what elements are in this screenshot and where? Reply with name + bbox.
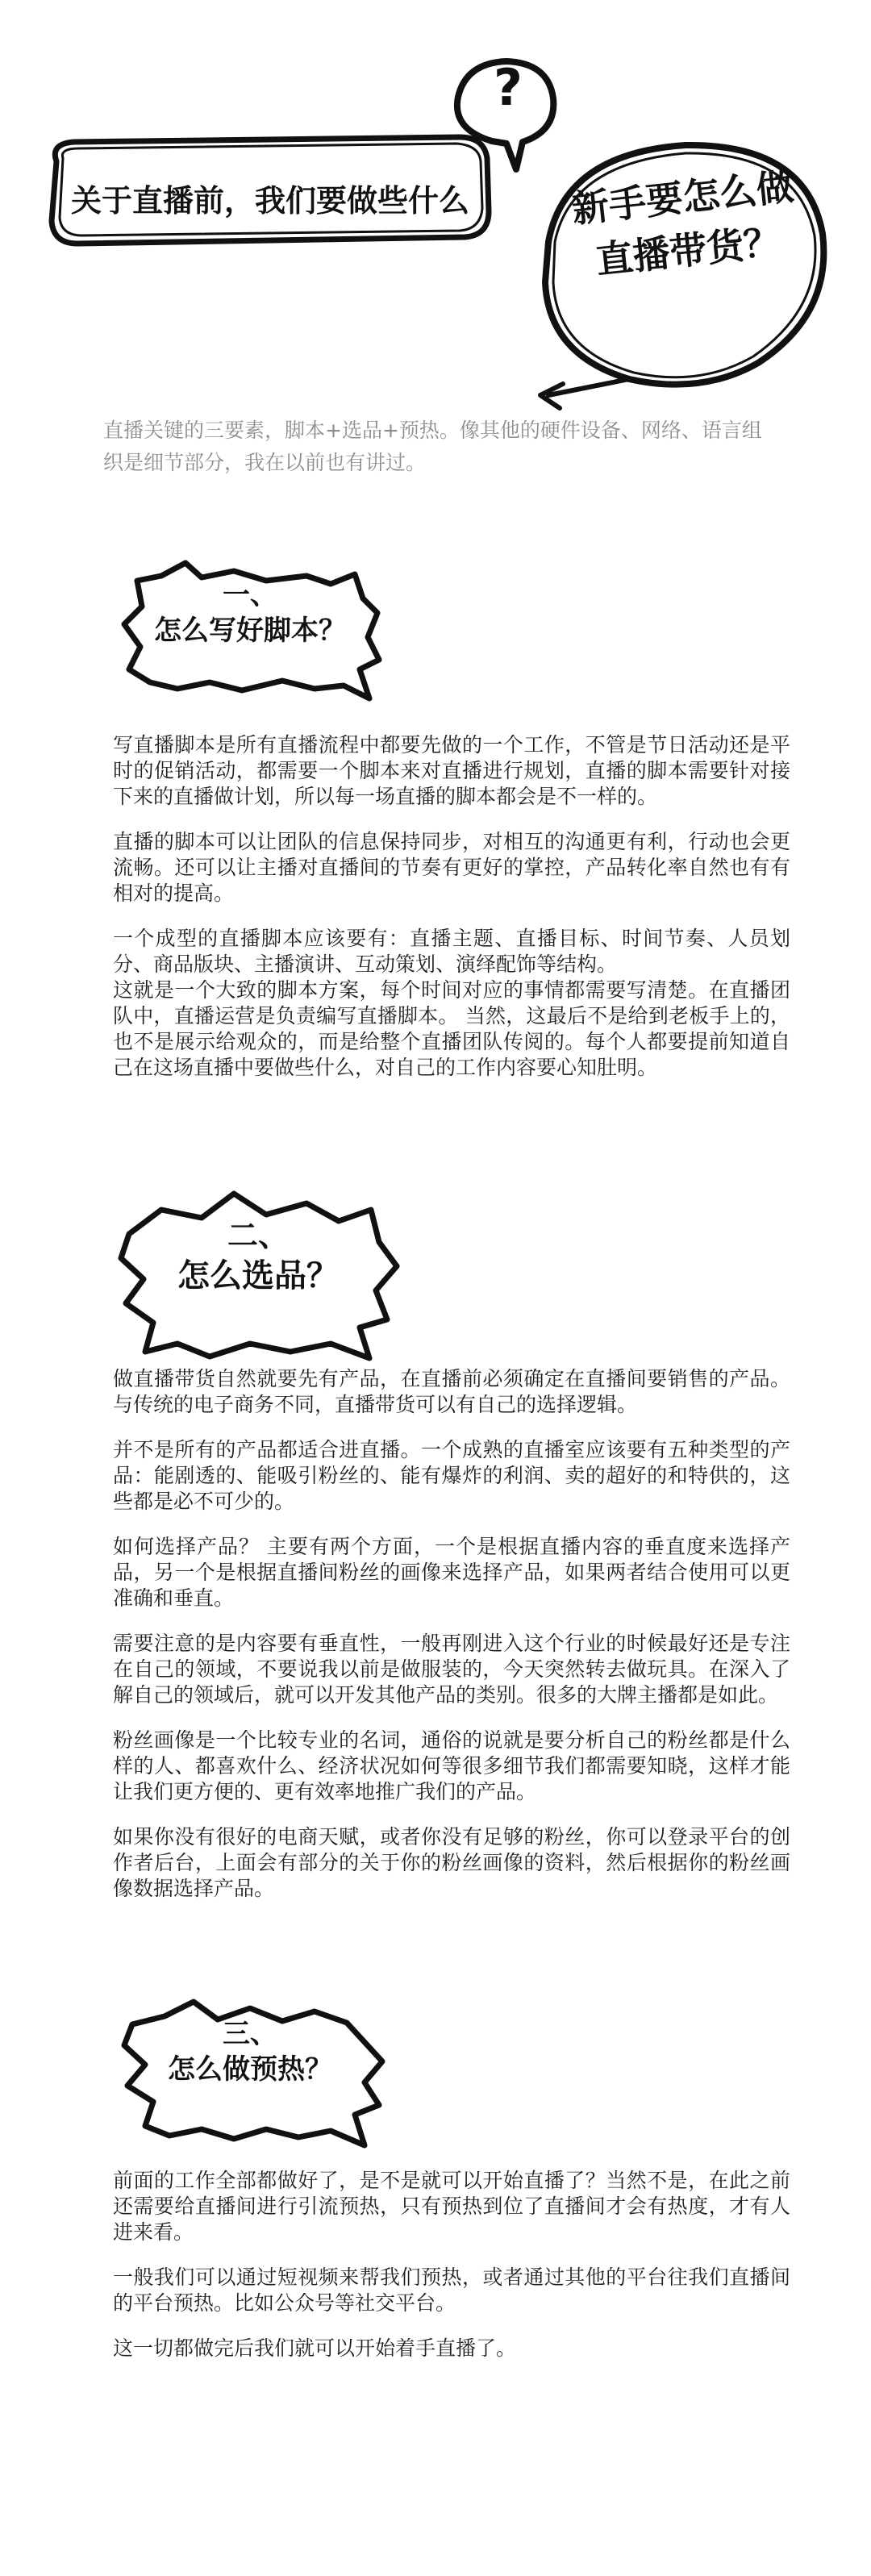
headline-line-2: 直播带货？ [594, 219, 783, 282]
section-1-title: 怎么写好脚本？ [154, 615, 346, 647]
section-1-body [113, 732, 790, 1081]
paragraph: 做直播带货自然就要先有产品，在直播前必须确定在直播间要销售的产品。与传统的电子商务不同，直播带货可以有自己的选择逻辑。 [113, 1367, 790, 1416]
paragraph: 一般我们可以通过短视频来帮我们预热，或者通过其他的平台往我们直播间的平台预热。比如公众号等社交平台。 [113, 2265, 790, 2315]
paragraph: 前面的工作全部都做好了，是不是就可以开始直播了？当然不是，在此之前还需要给直播间进行引流预热，只有预热到位了直播间才会有热度，才有人进来看。 [113, 2169, 790, 2244]
section-3-heading [129, 2016, 371, 2087]
section-3-number: 三、 [223, 2018, 277, 2050]
paragraph: 直播的脚本可以让团队的信息保持同步，对相互的沟通更有利，行动也会更流畅。还可以让主播对直播间的节奏有更好的掌控，产品转化率自然也有有相对的提高。 [113, 830, 790, 905]
paragraph: 如果你没有很好的电商天赋，或者你没有足够的粉丝，你可以登录平台的创作者后台，上面会有部分的关于你的粉丝画像的资料，然后根据你的粉丝画像数据选择产品。 [113, 1825, 790, 1900]
intro-text: 直播关键的三要素，脚本+选品+预热。像其他的硬件设备、网络、语言组织是细节部分，我在以前也有讲过。 [103, 419, 762, 474]
section-3-title: 怎么做预热？ [168, 2053, 332, 2086]
paragraph: 这就是一个大致的脚本方案，每个时间对应的事情都需要写清楚。在直播团队中，直播运营是负责编写直播脚本。 当然，这最后不是给到老板手上的，也不是展示给观众的，而是给整个直播团队传阅的。每个人都要提前知道自己在这场直播中要做些什么，对自己的工作内容要心知肚明。 [113, 978, 790, 1079]
section-2-heading [129, 1216, 387, 1297]
paragraph: 粉丝画像是一个比较专业的名词，通俗的说就是要分析自己的粉丝都是什么样的人、都喜欢什么、经济状况如何等很多细节我们都需要知晓，这样才能让我们更方便的、更有效率地推广我们的产品。 [113, 1728, 790, 1803]
section-2-body [113, 1366, 790, 1902]
paragraph: 写直播脚本是所有直播流程中都要先做的一个工作，不管是节日活动还是平时的促销活动，都需要一个脚本来对直播进行规划，直播的脚本需要针对接下来的直播做计划，所以每一场直播的脚本都会是不一样的。 [113, 733, 790, 808]
headline-line-1: 新手要怎么做 [569, 164, 796, 231]
section-1-number: 一、 [223, 579, 277, 611]
paragraph: 这一切都做完后我们就可以开始着手直播了。 [113, 2336, 517, 2360]
paragraph: 并不是所有的产品都适合进直播。一个成熟的直播室应该要有五种类型的产品：能剧透的、能吸引粉丝的、能有爆炸的利润、卖的超好的和特供的，这些都是必不可少的。 [113, 1438, 790, 1513]
paragraph: 需要注意的是内容要有垂直性，一般再刚进入这个行业的时候最好还是专注在自己的领域，不要说我以前是做服装的，今天突然转去做玩具。在深入了解自己的领域后，就可以开发其他产品的类别。很多的大牌主播都是如此。 [113, 1632, 790, 1707]
question-mark: ? [494, 58, 523, 117]
section-1-heading [129, 577, 371, 648]
section-3-body [113, 2168, 790, 2361]
section-2-title: 怎么选品？ [177, 1257, 339, 1294]
section-2-number: 二、 [227, 1218, 289, 1253]
paragraph: 一个成型的直播脚本应该要有：直播主题、直播目标、时间节奏、人员划分、商品版块、主播演讲、互动策划、演绎配饰等结构。 [113, 927, 790, 976]
header-title: 关于直播前，我们要做些什么 [70, 183, 469, 219]
paragraph: 如何选择产品？ 主要有两个方面，一个是根据直播内容的垂直度来选择产品，另一个是根据直播间粉丝的画像来选择产品，如果两者结合使用可以更准确和垂直。 [113, 1535, 790, 1610]
